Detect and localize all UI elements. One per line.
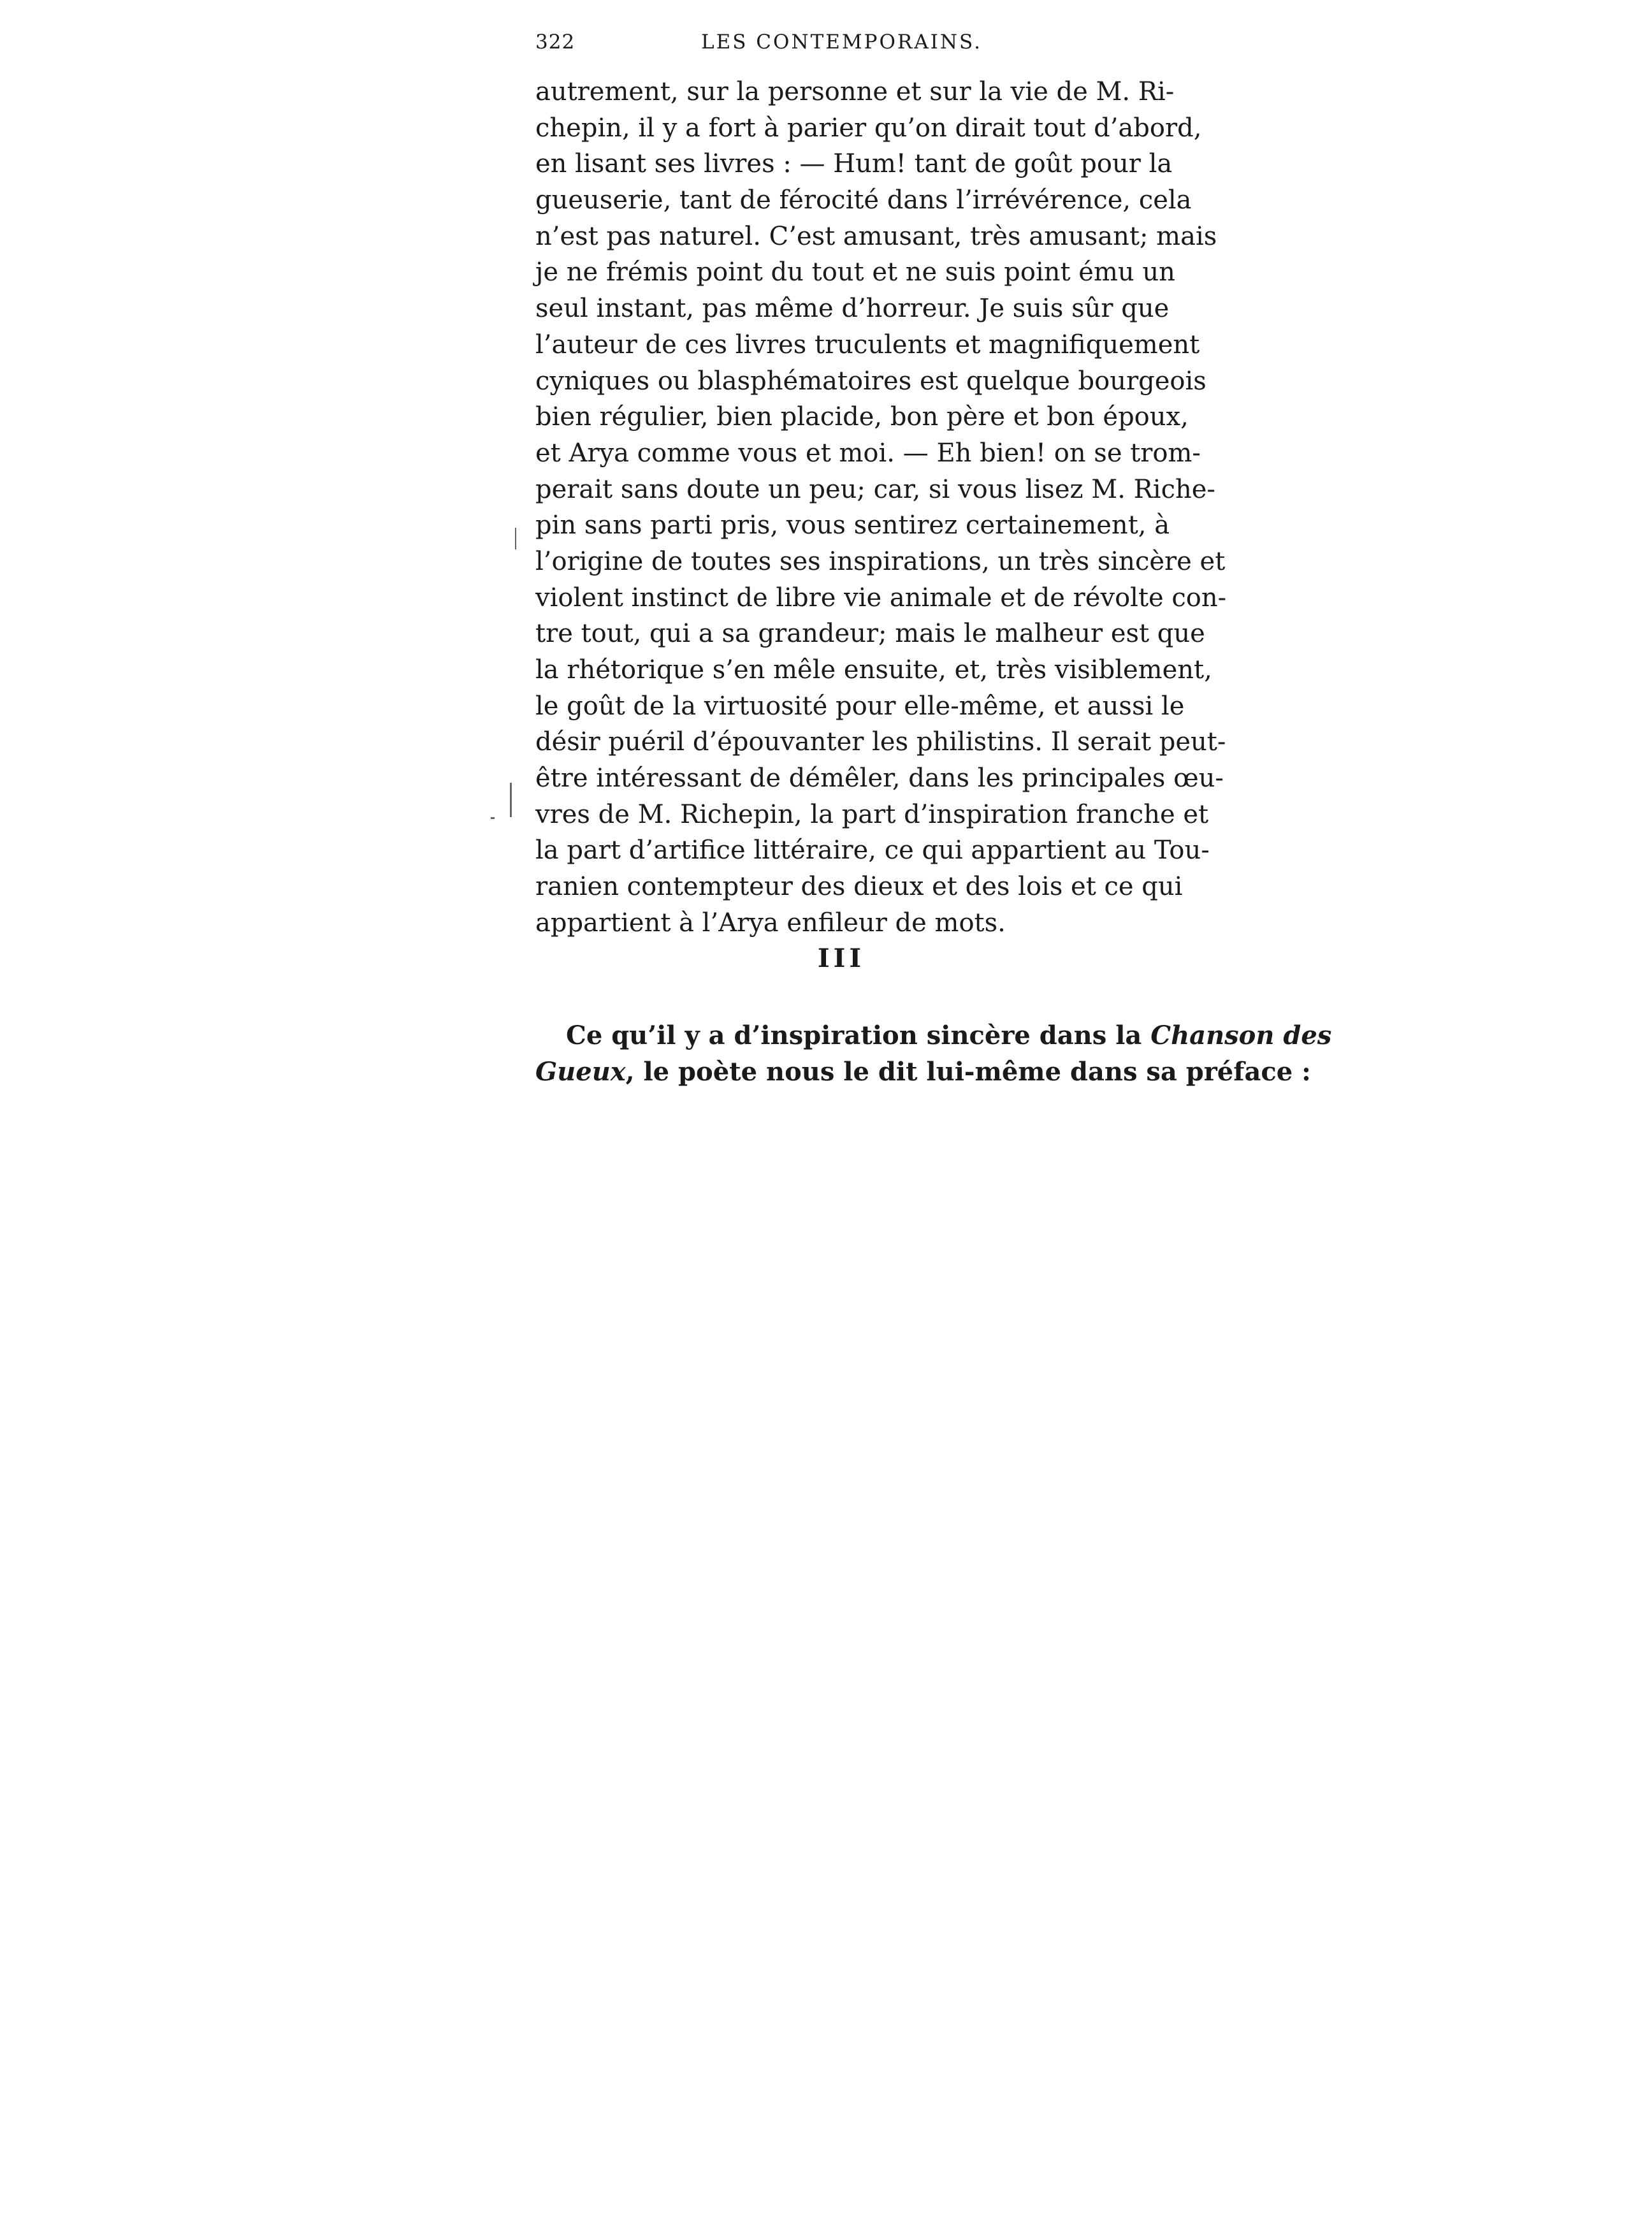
text-line: et Arya comme vous et moi. — Eh bien! on se trom- [535, 438, 1201, 468]
text-line: ranien contempteur des dieux et des lois et ce qui [535, 872, 1183, 902]
book-title: Chanson des [1150, 1020, 1332, 1050]
text-line: bien régulier, bien placide, bon père et bon époux, [535, 402, 1189, 432]
text-line: autrement, sur la personne et sur la vie de M. Ri- [535, 77, 1175, 106]
text-line: perait sans doute un peu; car, si vous lisez M. Riche- [535, 474, 1215, 504]
running-head: LES CONTEMPORAINS. [701, 31, 982, 54]
text-line: l’origine de toutes ses inspirations, un très sincère et [535, 546, 1226, 576]
margin-mark [515, 528, 516, 549]
book-title: Gueux [535, 1056, 626, 1087]
text-line: pin sans parti pris, vous sentirez certainement, à [535, 511, 1170, 541]
text-line: désir puéril d’épouvanter les philistins. Il serait peut- [535, 727, 1226, 757]
text-line: appartient à l’Arya enfileur de mots. [535, 908, 1006, 938]
text-line: gueuserie, tant de férocité dans l’irrévérence, cela [535, 185, 1192, 215]
text-run: , le poète nous le dit lui-même dans sa préface : [625, 1056, 1311, 1087]
section-heading: III [817, 943, 866, 973]
section-paragraph [535, 1018, 1332, 1090]
text-line: tre tout, qui a sa grandeur; mais le malheur est que [535, 619, 1205, 649]
text-line: la rhétorique s’en mêle ensuite, et, très visiblement, [535, 655, 1212, 685]
text-line: l’auteur de ces livres truculents et magnifiquement [535, 330, 1200, 359]
text-line: n’est pas naturel. C’est amusant, très amusant; mais [535, 221, 1217, 251]
margin-mark [491, 817, 495, 819]
text-line: en lisant ses livres : — Hum! tant de goût pour la [535, 149, 1173, 179]
page-header [535, 31, 1147, 62]
text-line: je ne frémis point du tout et ne suis point ému un [535, 258, 1175, 287]
text-line: chepin, il y a fort à parier qu’on dirait tout d’abord, [535, 113, 1202, 143]
text-line: seul instant, pas même d’horreur. Je suis sûr que [535, 294, 1170, 324]
text-line: violent instinct de libre vie animale et de révolte con- [535, 583, 1227, 613]
text-line: vres de M. Richepin, la part d’inspiration franche et [535, 799, 1209, 829]
margin-mark [510, 783, 512, 817]
text-line: le goût de la virtuosité pour elle-même, et aussi le [535, 691, 1185, 721]
text-line [535, 1018, 1332, 1054]
page-number: 322 [535, 31, 576, 54]
text-line: la part d’artifice littéraire, ce qui appartient au Tou- [535, 836, 1210, 866]
text-line: cyniques ou blasphématoires est quelque bourgeois [535, 366, 1206, 396]
text-line [535, 1054, 1311, 1091]
text-line: être intéressant de démêler, dans les principales œu- [535, 764, 1224, 794]
text-run: Ce qu’il y a d’inspiration sincère dans la [566, 1020, 1151, 1050]
body-paragraph [535, 74, 1227, 941]
